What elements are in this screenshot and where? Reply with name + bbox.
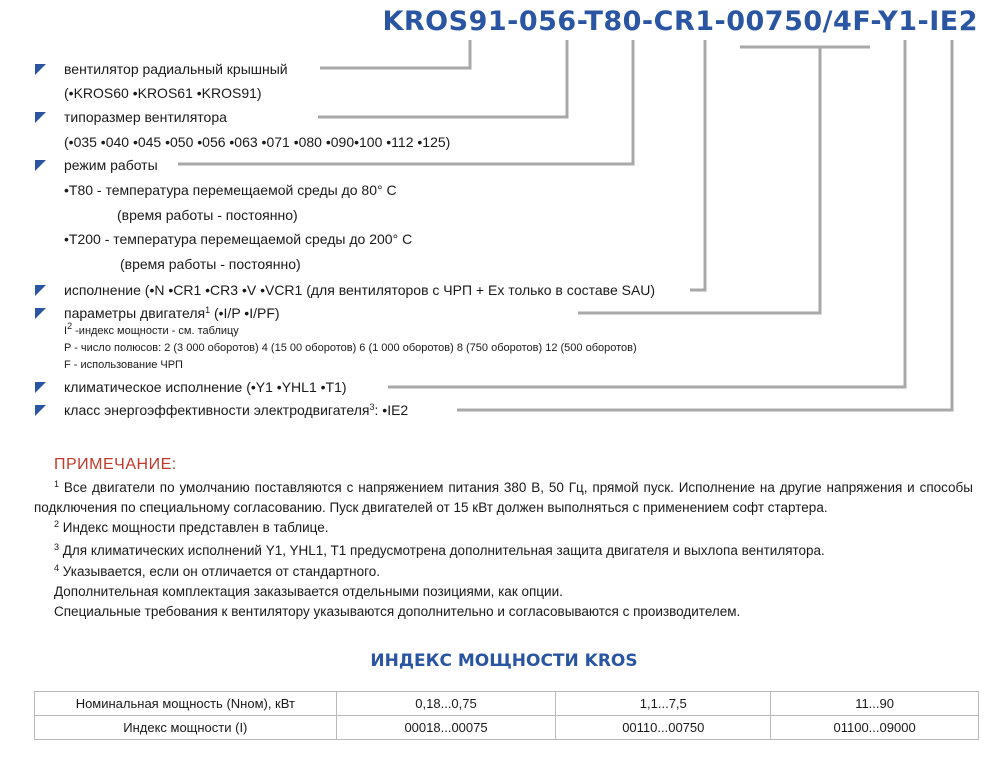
- param-version: исполнение (•N •CR1 •CR3 •V •VCR1 (для вентиляторов с ЧРП + Ex только в составе SAU): [64, 282, 656, 298]
- table-cell: 01100...09000: [771, 716, 979, 740]
- param-motor-p: P - число полюсов: 2 (3 000 оборотов) 4 (15 00 оборотов) 6 (1 000 оборотов) 8 (750 оборотов) 12 (500 оборотов): [64, 342, 637, 354]
- bullet-icon: [35, 308, 46, 319]
- param-fan-type-options: (•KROS60 •KROS61 •KROS91): [64, 85, 262, 101]
- param-motor: [64, 304, 280, 322]
- param-motor-label: параметры двигателя: [64, 305, 206, 321]
- bullet-icon: [35, 382, 46, 393]
- note-4: $^4$ Указывается, если он отличается от стандартного.: [54, 563, 380, 579]
- note-5: Дополнительная комплектация заказывается отдельными позициями, как опции.: [54, 584, 563, 599]
- param-mode-t80: •T80 - температура перемещаемой среды до 80° C: [64, 182, 397, 198]
- note-3: $^3$ Для климатических исполнений Y1, YHL1, T1 предусмотрена дополнительная защита двигателя и выхлопа вентилятора.: [54, 542, 825, 558]
- bullet-icon: [35, 160, 46, 171]
- note-6: Специальные требования к вентилятору указываются дополнительно и согласовываются с производителем.: [54, 604, 741, 619]
- table-cell: 0,18...0,75: [336, 692, 556, 716]
- param-mode-t200-note: (время работы - постоянно): [120, 256, 301, 272]
- note-1: $^1$ Все двигатели по умолчанию поставляются с напряжением питания 380 В, 50 Гц, прямой пуск. Исполнение на другие напряжения и способы подключения по специальному согласованию. Пуск двигателей от 15 кВт должен выполняться с применением софт стартера.: [34, 479, 973, 515]
- param-mode: режим работы: [64, 157, 158, 173]
- param-size-options: (•035 •040 •045 •050 •056 •063 •071 •080 •090•100 •112 •125): [64, 134, 451, 150]
- bullet-icon: [35, 64, 46, 75]
- param-motor-f: F - использование ЧРП: [64, 359, 183, 371]
- leader-climate: [388, 40, 905, 387]
- table-cell: Индекс мощности (I): [35, 716, 337, 740]
- index-table-title: ИНДЕКС МОЩНОСТИ KROS: [370, 651, 638, 671]
- leader-motor: [578, 47, 870, 313]
- leader-size: [318, 40, 567, 117]
- param-climate: климатическое исполнение (•Y1 •YHL1 •T1): [64, 379, 347, 395]
- param-motor-i: $I^2$ -индекс мощности - см. таблицу: [64, 321, 239, 337]
- param-mode-t200: •T200 - температура перемещаемой среды до 200° C: [64, 231, 413, 247]
- table-cell: 00110...00750: [556, 716, 771, 740]
- table-row: [35, 716, 979, 740]
- notes-title: ПРИМЕЧАНИЕ:: [54, 456, 177, 473]
- table-cell: 11...90: [771, 692, 979, 716]
- table-cell: 00018...00075: [336, 716, 556, 740]
- model-code: KROS91-056-T80-CR1-00750/4F-Y1-IE2: [382, 6, 978, 37]
- leader-fan-type: [320, 40, 470, 68]
- table-row: [35, 692, 979, 716]
- table-cell: 1,1...7,5: [556, 692, 771, 716]
- param-size: типоразмер вентилятора: [64, 109, 227, 125]
- param-energy: класс энергоэффективности электродвигателя$^3$: •IE2: [64, 402, 409, 418]
- param-fan-type: вентилятор радиальный крышный: [64, 61, 288, 77]
- bullet-icon: [35, 405, 46, 416]
- footnote-ref-1: 1: [205, 305, 211, 315]
- note-2: $^2$ Индекс мощности представлен в таблице.: [54, 519, 329, 535]
- footnote-ref-3: 3: [369, 402, 375, 412]
- power-index-table: [34, 691, 979, 740]
- param-motor-options: (•I/P •I/PF): [210, 305, 280, 321]
- param-mode-t80-note: (время работы - постоянно): [117, 207, 298, 223]
- leader-version: [690, 40, 705, 290]
- footnote-ref-2: 2: [67, 321, 73, 331]
- bullet-icon: [35, 285, 46, 296]
- table-cell: Номинальная мощность (Nном), кВт: [35, 692, 337, 716]
- bullet-icon: [35, 112, 46, 123]
